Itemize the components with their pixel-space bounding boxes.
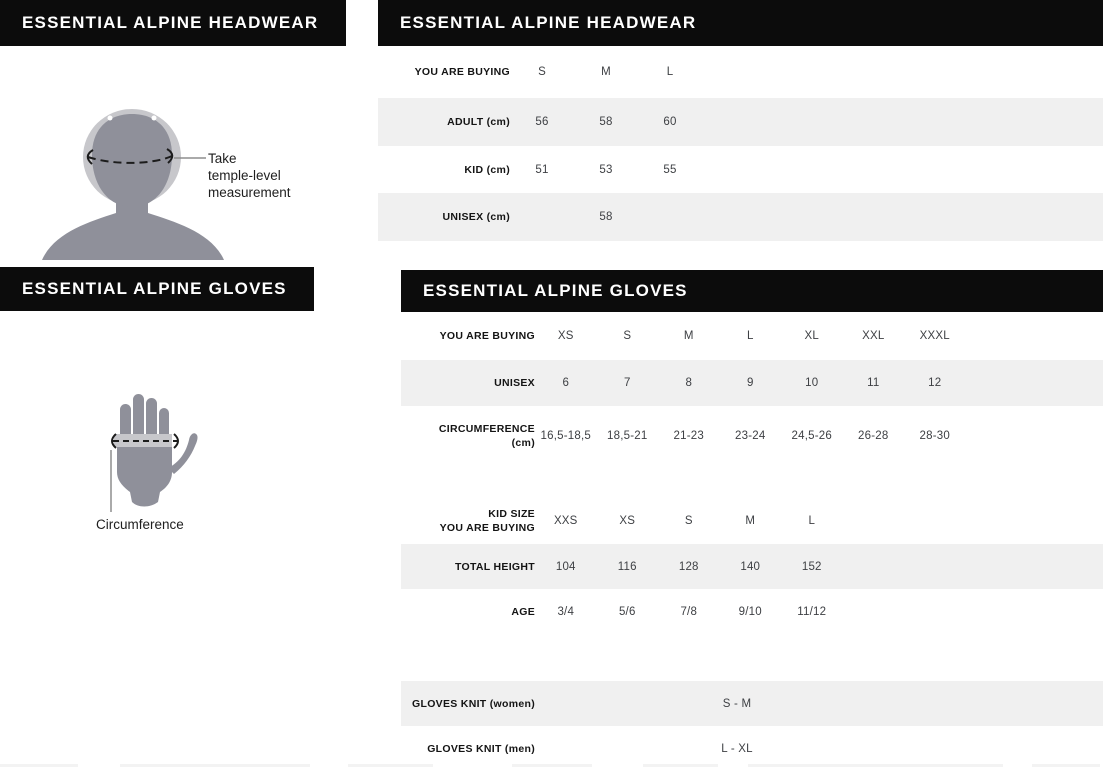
- glove-measurement-illustration: [100, 388, 210, 518]
- column-header: M: [601, 66, 611, 78]
- size-value: L - XL: [721, 742, 753, 755]
- table-row-adult: [378, 98, 1103, 146]
- size-value: 116: [617, 560, 637, 573]
- head-caption-line: temple-level: [208, 168, 281, 183]
- size-value: 140: [740, 560, 761, 573]
- headwear-banner-label: ESSENTIAL ALPINE HEADWEAR: [400, 13, 697, 32]
- row-label: UNISEX: [494, 377, 535, 389]
- table-row-knit-men: [401, 726, 1103, 767]
- row-label-line: YOU ARE BUYING: [439, 521, 535, 534]
- row-label: KID (cm): [464, 163, 510, 176]
- table-row-unisex: [401, 360, 1103, 406]
- headwear-size-table: [378, 46, 1103, 241]
- headwear-banner: [378, 0, 1103, 46]
- size-value: 11/12: [797, 606, 827, 618]
- size-value: 9/10: [738, 606, 762, 618]
- column-header: XXS: [553, 514, 578, 527]
- size-value: 60: [663, 116, 677, 128]
- size-value: 58: [599, 211, 613, 223]
- head-caption-line: Take: [208, 151, 237, 166]
- table-row-age: [401, 589, 1103, 635]
- row-label: UNISEX (cm): [442, 211, 510, 223]
- size-value: 5/6: [618, 606, 636, 618]
- gloves-banner: [401, 270, 1103, 312]
- size-value: 9: [746, 377, 754, 389]
- size-value: 26-28: [858, 430, 889, 442]
- table-row-total-height: [401, 544, 1103, 589]
- row-label: YOU ARE BUYING: [439, 330, 535, 342]
- size-value: 104: [555, 560, 576, 573]
- size-value: 6: [562, 377, 570, 389]
- column-header: XS: [619, 514, 636, 527]
- row-label: GLOVES KNIT (men): [427, 742, 535, 755]
- glove-caption: Circumference: [96, 517, 184, 532]
- size-value: 7: [623, 377, 631, 389]
- head-caption: [208, 150, 291, 201]
- notch-right: [152, 116, 157, 121]
- size-value: 53: [599, 163, 613, 176]
- column-header: L: [746, 330, 754, 342]
- palm-shape: [117, 440, 172, 507]
- size-value: 56: [535, 116, 549, 128]
- size-value: 3/4: [557, 606, 575, 618]
- column-header: S: [623, 330, 632, 342]
- size-value: 21-23: [673, 430, 704, 442]
- size-value: 10: [805, 377, 819, 389]
- column-header: XS: [557, 330, 574, 342]
- row-label-line: KID SIZE: [488, 507, 535, 520]
- headwear-banner-left-label: ESSENTIAL ALPINE HEADWEAR: [22, 13, 319, 32]
- row-label: GLOVES KNIT (women): [412, 697, 535, 710]
- row-label: TOTAL HEIGHT: [454, 560, 535, 573]
- size-value: S - M: [722, 697, 752, 710]
- column-header: L: [808, 514, 816, 527]
- column-header: S: [684, 514, 693, 527]
- size-value: 58: [599, 116, 613, 128]
- size-value: 12: [928, 377, 942, 389]
- gloves-size-table: [401, 312, 1103, 767]
- kid-header-row: [401, 497, 1103, 544]
- size-value: 8: [685, 377, 693, 389]
- size-value: 11: [867, 377, 880, 389]
- column-header: XXL: [862, 330, 885, 342]
- gloves-banner-label: ESSENTIAL ALPINE GLOVES: [423, 281, 688, 300]
- row-label: AGE: [511, 606, 535, 618]
- headwear-header-row: [378, 46, 1103, 98]
- table-row-circumference: [401, 406, 1103, 466]
- headwear-banner-left: [0, 0, 346, 46]
- column-header: M: [683, 330, 694, 342]
- size-value: 55: [663, 163, 677, 176]
- column-header: XXXL: [919, 330, 950, 342]
- table-row-unisex: [378, 193, 1103, 241]
- row-label-line: (cm): [511, 437, 535, 449]
- table-row-knit-women: [401, 681, 1103, 726]
- size-value: 128: [678, 560, 699, 573]
- gloves-header-row: [401, 312, 1103, 360]
- notch-left: [108, 116, 113, 121]
- size-value: 51: [535, 163, 549, 176]
- torso-shape: [42, 199, 224, 260]
- table-section-gap: [401, 635, 1103, 681]
- column-header: M: [745, 514, 756, 527]
- row-label-line: CIRCUMFERENCE: [438, 423, 535, 435]
- gloves-banner-left-label: ESSENTIAL ALPINE GLOVES: [22, 279, 287, 298]
- size-value: 23-24: [735, 430, 766, 442]
- row-label: [401, 507, 535, 535]
- thumb-shape: [168, 433, 198, 474]
- column-header: XL: [804, 330, 819, 342]
- column-header: S: [538, 66, 546, 78]
- head-caption-line: measurement: [208, 185, 291, 200]
- size-value: 152: [801, 560, 822, 573]
- size-value: 18,5-21: [607, 430, 648, 442]
- table-row-kid: [378, 146, 1103, 193]
- row-label: YOU ARE BUYING: [414, 66, 510, 78]
- row-label: [401, 422, 535, 450]
- table-section-gap: [401, 466, 1103, 497]
- column-header: L: [666, 66, 674, 78]
- size-value: 16,5-18,5: [540, 430, 591, 442]
- row-label: ADULT (cm): [447, 116, 510, 128]
- size-value: 7/8: [680, 606, 698, 618]
- gloves-banner-left: [0, 267, 314, 311]
- size-value: 28-30: [919, 430, 950, 442]
- size-value: 24,5-26: [791, 430, 832, 442]
